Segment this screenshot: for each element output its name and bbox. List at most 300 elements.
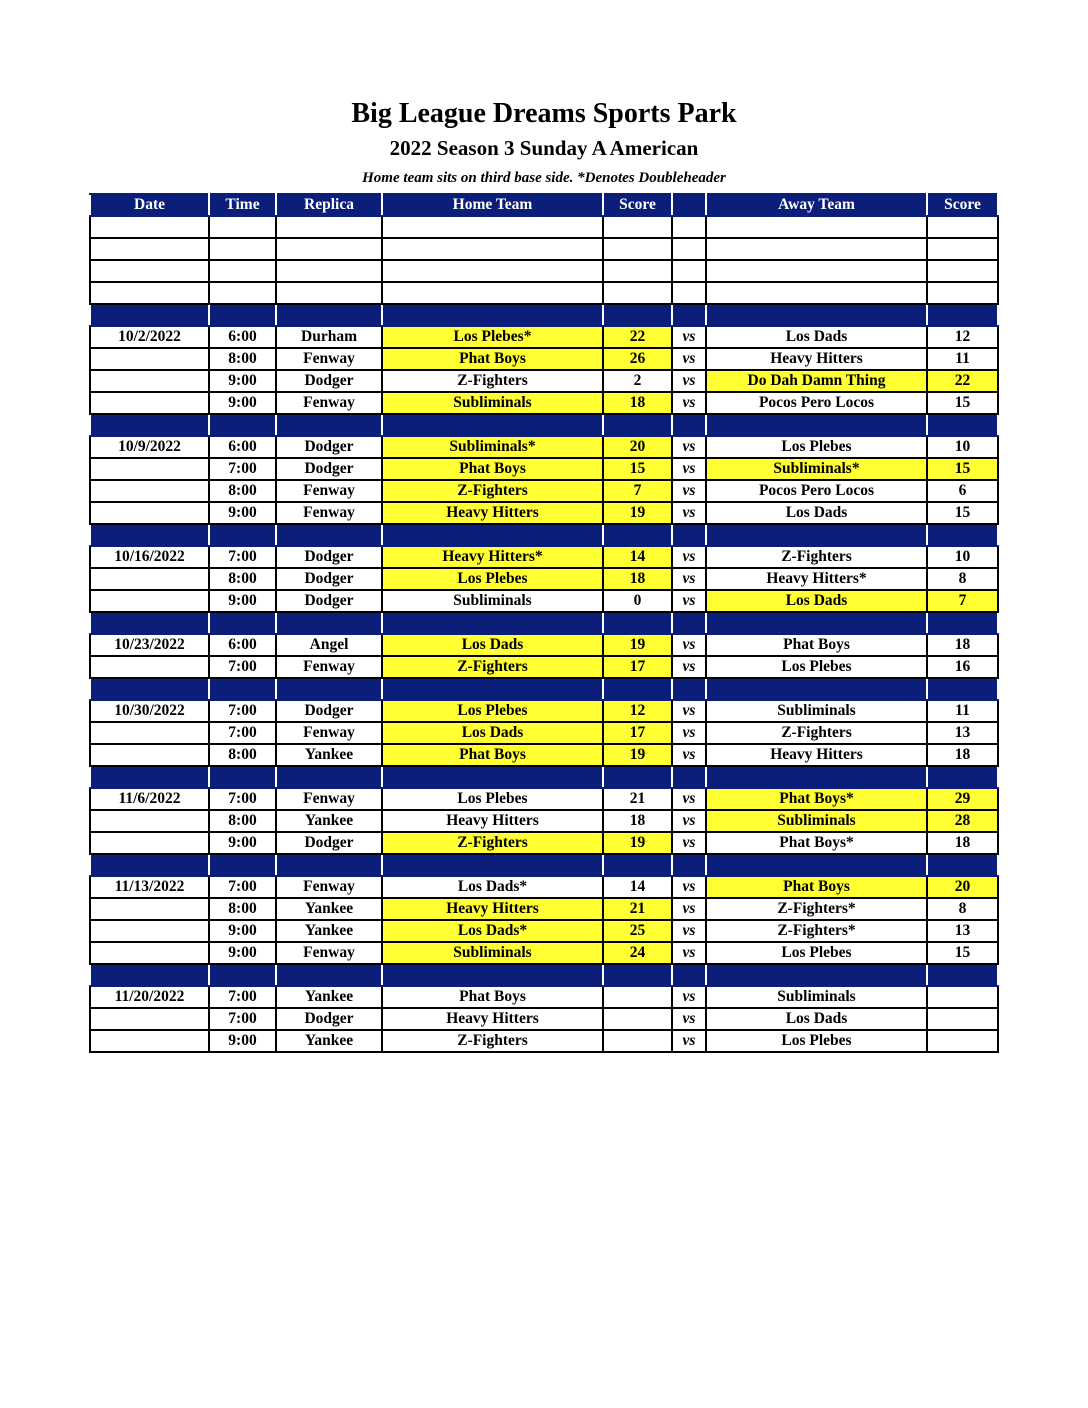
game-row bbox=[90, 370, 998, 392]
vs-cell: vs bbox=[672, 502, 706, 524]
home-team-cell: Los Plebes bbox=[382, 788, 603, 810]
blank-cell bbox=[672, 216, 706, 238]
away-score-cell: 18 bbox=[927, 634, 998, 656]
replica-cell: Angel bbox=[276, 634, 382, 656]
vs-cell: vs bbox=[672, 788, 706, 810]
home-score-cell: 7 bbox=[603, 480, 672, 502]
away-team-cell: Pocos Pero Locos bbox=[706, 480, 927, 502]
week-separator-row bbox=[90, 414, 998, 436]
separator-cell bbox=[90, 854, 209, 876]
separator-cell bbox=[382, 414, 603, 436]
blank-cell bbox=[672, 238, 706, 260]
time-cell: 7:00 bbox=[209, 876, 276, 898]
game-row bbox=[90, 546, 998, 568]
time-cell: 9:00 bbox=[209, 1030, 276, 1052]
date-cell bbox=[90, 348, 209, 370]
week-separator-row bbox=[90, 964, 998, 986]
game-row bbox=[90, 1008, 998, 1030]
separator-cell bbox=[672, 524, 706, 546]
away-team-cell: Subliminals bbox=[706, 810, 927, 832]
vs-cell: vs bbox=[672, 590, 706, 612]
game-row bbox=[90, 832, 998, 854]
vs-cell: vs bbox=[672, 898, 706, 920]
separator-cell bbox=[90, 304, 209, 326]
time-cell: 6:00 bbox=[209, 326, 276, 348]
col-header-date: Date bbox=[90, 194, 209, 216]
home-score-cell: 22 bbox=[603, 326, 672, 348]
home-score-cell: 15 bbox=[603, 458, 672, 480]
blank-cell bbox=[603, 238, 672, 260]
blank-cell bbox=[706, 260, 927, 282]
blank-cell bbox=[672, 282, 706, 304]
home-team-cell: Subliminals bbox=[382, 942, 603, 964]
replica-cell: Fenway bbox=[276, 502, 382, 524]
away-score-cell: 13 bbox=[927, 920, 998, 942]
replica-cell: Fenway bbox=[276, 788, 382, 810]
vs-cell: vs bbox=[672, 876, 706, 898]
time-cell: 7:00 bbox=[209, 546, 276, 568]
blank-cell bbox=[276, 216, 382, 238]
separator-cell bbox=[927, 612, 998, 634]
separator-cell bbox=[382, 304, 603, 326]
home-score-cell: 19 bbox=[603, 744, 672, 766]
away-team-cell: Los Plebes bbox=[706, 436, 927, 458]
home-team-cell: Z-Fighters bbox=[382, 1030, 603, 1052]
separator-cell bbox=[209, 854, 276, 876]
separator-cell bbox=[672, 678, 706, 700]
game-row bbox=[90, 1030, 998, 1052]
home-score-cell: 12 bbox=[603, 700, 672, 722]
separator-cell bbox=[90, 414, 209, 436]
away-team-cell: Phat Boys bbox=[706, 876, 927, 898]
away-team-cell: Phat Boys bbox=[706, 634, 927, 656]
away-team-cell: Z-Fighters* bbox=[706, 920, 927, 942]
separator-cell bbox=[706, 524, 927, 546]
blank-cell bbox=[706, 238, 927, 260]
separator-cell bbox=[603, 678, 672, 700]
home-team-cell: Z-Fighters bbox=[382, 370, 603, 392]
home-score-cell: 21 bbox=[603, 898, 672, 920]
separator-cell bbox=[276, 414, 382, 436]
game-row bbox=[90, 722, 998, 744]
away-team-cell: Subliminals* bbox=[706, 458, 927, 480]
vs-cell: vs bbox=[672, 810, 706, 832]
blank-cell bbox=[927, 260, 998, 282]
away-team-cell: Z-Fighters* bbox=[706, 898, 927, 920]
week-separator-row bbox=[90, 524, 998, 546]
time-cell: 9:00 bbox=[209, 502, 276, 524]
home-team-cell: Los Plebes bbox=[382, 568, 603, 590]
schedule-note: Home team sits on third base side. *Denotes Doubleheader bbox=[362, 170, 726, 186]
blank-cell bbox=[90, 216, 209, 238]
vs-cell: vs bbox=[672, 392, 706, 414]
blank-cell bbox=[927, 216, 998, 238]
replica-cell: Fenway bbox=[276, 348, 382, 370]
home-score-cell: 21 bbox=[603, 788, 672, 810]
replica-cell: Fenway bbox=[276, 656, 382, 678]
away-team-cell: Z-Fighters bbox=[706, 546, 927, 568]
home-team-cell: Z-Fighters bbox=[382, 656, 603, 678]
blank-cell bbox=[603, 216, 672, 238]
blank-cell bbox=[90, 260, 209, 282]
home-team-cell: Heavy Hitters bbox=[382, 898, 603, 920]
date-cell bbox=[90, 1030, 209, 1052]
away-team-cell: Heavy Hitters bbox=[706, 744, 927, 766]
date-cell bbox=[90, 458, 209, 480]
time-cell: 7:00 bbox=[209, 700, 276, 722]
replica-cell: Dodger bbox=[276, 546, 382, 568]
date-cell bbox=[90, 392, 209, 414]
time-cell: 9:00 bbox=[209, 590, 276, 612]
separator-cell bbox=[382, 854, 603, 876]
away-score-cell: 29 bbox=[927, 788, 998, 810]
away-score-cell: 13 bbox=[927, 722, 998, 744]
col-header-home-team: Home Team bbox=[382, 194, 603, 216]
away-score-cell: 8 bbox=[927, 568, 998, 590]
away-team-cell: Heavy Hitters bbox=[706, 348, 927, 370]
replica-cell: Yankee bbox=[276, 810, 382, 832]
away-team-cell: Do Dah Damn Thing bbox=[706, 370, 927, 392]
replica-cell: Fenway bbox=[276, 480, 382, 502]
home-score-cell: 18 bbox=[603, 392, 672, 414]
date-cell: 11/20/2022 bbox=[90, 986, 209, 1008]
home-score-cell: 17 bbox=[603, 656, 672, 678]
blank-cell bbox=[603, 260, 672, 282]
away-team-cell: Pocos Pero Locos bbox=[706, 392, 927, 414]
replica-cell: Dodger bbox=[276, 700, 382, 722]
vs-cell: vs bbox=[672, 744, 706, 766]
away-score-cell bbox=[927, 986, 998, 1008]
separator-cell bbox=[209, 414, 276, 436]
blank-row bbox=[90, 216, 998, 238]
home-score-cell: 0 bbox=[603, 590, 672, 612]
away-team-cell: Los Dads bbox=[706, 590, 927, 612]
separator-cell bbox=[90, 766, 209, 788]
separator-cell bbox=[706, 304, 927, 326]
date-cell: 10/23/2022 bbox=[90, 634, 209, 656]
separator-cell bbox=[672, 612, 706, 634]
game-row bbox=[90, 480, 998, 502]
replica-cell: Yankee bbox=[276, 744, 382, 766]
time-cell: 7:00 bbox=[209, 1008, 276, 1030]
replica-cell: Fenway bbox=[276, 942, 382, 964]
away-score-cell: 10 bbox=[927, 546, 998, 568]
home-team-cell: Phat Boys bbox=[382, 986, 603, 1008]
home-team-cell: Subliminals bbox=[382, 392, 603, 414]
blank-cell bbox=[209, 216, 276, 238]
home-score-cell: 18 bbox=[603, 568, 672, 590]
time-cell: 6:00 bbox=[209, 436, 276, 458]
away-score-cell: 15 bbox=[927, 392, 998, 414]
separator-cell bbox=[603, 612, 672, 634]
separator-cell bbox=[672, 766, 706, 788]
col-header-vs bbox=[672, 194, 706, 216]
separator-cell bbox=[90, 678, 209, 700]
time-cell: 6:00 bbox=[209, 634, 276, 656]
away-score-cell: 16 bbox=[927, 656, 998, 678]
separator-cell bbox=[706, 766, 927, 788]
game-row bbox=[90, 568, 998, 590]
home-score-cell: 25 bbox=[603, 920, 672, 942]
date-cell bbox=[90, 656, 209, 678]
away-score-cell: 10 bbox=[927, 436, 998, 458]
away-score-cell: 15 bbox=[927, 942, 998, 964]
blank-cell bbox=[90, 238, 209, 260]
home-score-cell: 19 bbox=[603, 634, 672, 656]
time-cell: 8:00 bbox=[209, 810, 276, 832]
blank-row bbox=[90, 260, 998, 282]
vs-cell: vs bbox=[672, 568, 706, 590]
home-team-cell: Heavy Hitters* bbox=[382, 546, 603, 568]
game-row bbox=[90, 436, 998, 458]
time-cell: 9:00 bbox=[209, 942, 276, 964]
separator-cell bbox=[382, 612, 603, 634]
date-cell bbox=[90, 942, 209, 964]
separator-cell bbox=[276, 304, 382, 326]
vs-cell: vs bbox=[672, 1008, 706, 1030]
blank-cell bbox=[927, 238, 998, 260]
blank-cell bbox=[382, 260, 603, 282]
game-row bbox=[90, 458, 998, 480]
replica-cell: Yankee bbox=[276, 898, 382, 920]
home-team-cell: Z-Fighters bbox=[382, 480, 603, 502]
home-score-cell: 14 bbox=[603, 546, 672, 568]
separator-cell bbox=[209, 304, 276, 326]
separator-cell bbox=[209, 524, 276, 546]
blank-cell bbox=[382, 282, 603, 304]
blank-cell bbox=[90, 282, 209, 304]
away-team-cell: Phat Boys* bbox=[706, 832, 927, 854]
time-cell: 7:00 bbox=[209, 458, 276, 480]
separator-cell bbox=[706, 678, 927, 700]
vs-cell: vs bbox=[672, 1030, 706, 1052]
separator-cell bbox=[672, 854, 706, 876]
game-row bbox=[90, 986, 998, 1008]
blank-cell bbox=[706, 282, 927, 304]
away-team-cell: Los Plebes bbox=[706, 1030, 927, 1052]
replica-cell: Fenway bbox=[276, 876, 382, 898]
game-row bbox=[90, 326, 998, 348]
col-header-home-score: Score bbox=[603, 194, 672, 216]
game-row bbox=[90, 942, 998, 964]
separator-cell bbox=[382, 766, 603, 788]
separator-cell bbox=[603, 964, 672, 986]
vs-cell: vs bbox=[672, 634, 706, 656]
vs-cell: vs bbox=[672, 370, 706, 392]
time-cell: 9:00 bbox=[209, 832, 276, 854]
home-score-cell: 14 bbox=[603, 876, 672, 898]
page-subtitle: 2022 Season 3 Sunday A American bbox=[389, 136, 699, 160]
separator-cell bbox=[927, 678, 998, 700]
replica-cell: Dodger bbox=[276, 1008, 382, 1030]
away-team-cell: Subliminals bbox=[706, 986, 927, 1008]
game-row bbox=[90, 810, 998, 832]
home-score-cell: 24 bbox=[603, 942, 672, 964]
vs-cell: vs bbox=[672, 920, 706, 942]
away-team-cell: Los Plebes bbox=[706, 656, 927, 678]
away-score-cell: 22 bbox=[927, 370, 998, 392]
replica-cell: Dodger bbox=[276, 370, 382, 392]
vs-cell: vs bbox=[672, 942, 706, 964]
separator-cell bbox=[706, 414, 927, 436]
blank-cell bbox=[672, 260, 706, 282]
separator-cell bbox=[209, 678, 276, 700]
separator-cell bbox=[672, 414, 706, 436]
home-team-cell: Phat Boys bbox=[382, 458, 603, 480]
separator-cell bbox=[927, 964, 998, 986]
away-team-cell: Z-Fighters bbox=[706, 722, 927, 744]
blank-cell bbox=[209, 260, 276, 282]
game-row bbox=[90, 920, 998, 942]
date-cell bbox=[90, 502, 209, 524]
replica-cell: Yankee bbox=[276, 1030, 382, 1052]
home-team-cell: Los Dads* bbox=[382, 876, 603, 898]
time-cell: 7:00 bbox=[209, 788, 276, 810]
replica-cell: Yankee bbox=[276, 920, 382, 942]
blank-cell bbox=[276, 238, 382, 260]
date-cell bbox=[90, 920, 209, 942]
separator-cell bbox=[209, 964, 276, 986]
game-row bbox=[90, 392, 998, 414]
game-row bbox=[90, 656, 998, 678]
home-score-cell: 19 bbox=[603, 502, 672, 524]
separator-cell bbox=[672, 964, 706, 986]
away-score-cell: 15 bbox=[927, 502, 998, 524]
week-separator-row bbox=[90, 766, 998, 788]
blank-cell bbox=[382, 238, 603, 260]
home-team-cell: Los Plebes bbox=[382, 700, 603, 722]
separator-cell bbox=[603, 766, 672, 788]
date-cell: 10/16/2022 bbox=[90, 546, 209, 568]
separator-cell bbox=[603, 304, 672, 326]
separator-cell bbox=[209, 766, 276, 788]
date-cell bbox=[90, 810, 209, 832]
replica-cell: Fenway bbox=[276, 722, 382, 744]
away-team-cell: Los Plebes bbox=[706, 942, 927, 964]
time-cell: 9:00 bbox=[209, 920, 276, 942]
col-header-away-score: Score bbox=[927, 194, 998, 216]
home-team-cell: Los Plebes* bbox=[382, 326, 603, 348]
date-cell: 10/30/2022 bbox=[90, 700, 209, 722]
away-score-cell: 20 bbox=[927, 876, 998, 898]
vs-cell: vs bbox=[672, 326, 706, 348]
replica-cell: Dodger bbox=[276, 568, 382, 590]
away-score-cell: 8 bbox=[927, 898, 998, 920]
separator-cell bbox=[706, 854, 927, 876]
schedule-table bbox=[89, 193, 999, 1053]
week-separator-row bbox=[90, 304, 998, 326]
home-team-cell: Los Dads* bbox=[382, 920, 603, 942]
replica-cell: Dodger bbox=[276, 436, 382, 458]
separator-cell bbox=[276, 854, 382, 876]
home-team-cell: Los Dads bbox=[382, 722, 603, 744]
date-cell bbox=[90, 1008, 209, 1030]
blank-cell bbox=[603, 282, 672, 304]
away-score-cell: 18 bbox=[927, 744, 998, 766]
game-row bbox=[90, 348, 998, 370]
date-cell bbox=[90, 480, 209, 502]
home-score-cell bbox=[603, 1030, 672, 1052]
separator-cell bbox=[276, 524, 382, 546]
separator-cell bbox=[382, 524, 603, 546]
time-cell: 8:00 bbox=[209, 348, 276, 370]
time-cell: 7:00 bbox=[209, 986, 276, 1008]
away-team-cell: Subliminals bbox=[706, 700, 927, 722]
vs-cell: vs bbox=[672, 832, 706, 854]
time-cell: 7:00 bbox=[209, 722, 276, 744]
separator-cell bbox=[706, 612, 927, 634]
separator-cell bbox=[927, 414, 998, 436]
game-row bbox=[90, 634, 998, 656]
date-cell bbox=[90, 832, 209, 854]
time-cell: 9:00 bbox=[209, 370, 276, 392]
week-separator-row bbox=[90, 854, 998, 876]
col-header-replica: Replica bbox=[276, 194, 382, 216]
date-cell: 10/9/2022 bbox=[90, 436, 209, 458]
away-score-cell: 11 bbox=[927, 700, 998, 722]
date-cell bbox=[90, 568, 209, 590]
time-cell: 8:00 bbox=[209, 898, 276, 920]
replica-cell: Dodger bbox=[276, 832, 382, 854]
home-team-cell: Phat Boys bbox=[382, 348, 603, 370]
separator-cell bbox=[382, 964, 603, 986]
away-score-cell: 7 bbox=[927, 590, 998, 612]
date-cell: 11/13/2022 bbox=[90, 876, 209, 898]
blank-cell bbox=[276, 282, 382, 304]
away-score-cell: 18 bbox=[927, 832, 998, 854]
vs-cell: vs bbox=[672, 700, 706, 722]
vs-cell: vs bbox=[672, 986, 706, 1008]
away-team-cell: Phat Boys* bbox=[706, 788, 927, 810]
separator-cell bbox=[603, 414, 672, 436]
date-cell bbox=[90, 722, 209, 744]
home-team-cell: Subliminals* bbox=[382, 436, 603, 458]
home-team-cell: Los Dads bbox=[382, 634, 603, 656]
home-team-cell: Heavy Hitters bbox=[382, 810, 603, 832]
separator-cell bbox=[209, 612, 276, 634]
game-row bbox=[90, 502, 998, 524]
page-title: Big League Dreams Sports Park bbox=[351, 98, 737, 129]
home-team-cell: Heavy Hitters bbox=[382, 502, 603, 524]
replica-cell: Dodger bbox=[276, 590, 382, 612]
replica-cell: Yankee bbox=[276, 986, 382, 1008]
away-score-cell: 11 bbox=[927, 348, 998, 370]
col-header-time: Time bbox=[209, 194, 276, 216]
separator-cell bbox=[706, 964, 927, 986]
home-team-cell: Heavy Hitters bbox=[382, 1008, 603, 1030]
vs-cell: vs bbox=[672, 458, 706, 480]
replica-cell: Fenway bbox=[276, 392, 382, 414]
separator-cell bbox=[927, 766, 998, 788]
time-cell: 8:00 bbox=[209, 568, 276, 590]
away-score-cell: 12 bbox=[927, 326, 998, 348]
separator-cell bbox=[603, 854, 672, 876]
separator-cell bbox=[276, 766, 382, 788]
home-score-cell: 19 bbox=[603, 832, 672, 854]
blank-cell bbox=[927, 282, 998, 304]
home-team-cell: Z-Fighters bbox=[382, 832, 603, 854]
separator-cell bbox=[276, 964, 382, 986]
separator-cell bbox=[382, 678, 603, 700]
separator-cell bbox=[90, 612, 209, 634]
away-score-cell bbox=[927, 1008, 998, 1030]
separator-cell bbox=[603, 524, 672, 546]
home-score-cell: 20 bbox=[603, 436, 672, 458]
game-row bbox=[90, 700, 998, 722]
blank-cell bbox=[209, 238, 276, 260]
date-cell bbox=[90, 744, 209, 766]
separator-cell bbox=[927, 854, 998, 876]
